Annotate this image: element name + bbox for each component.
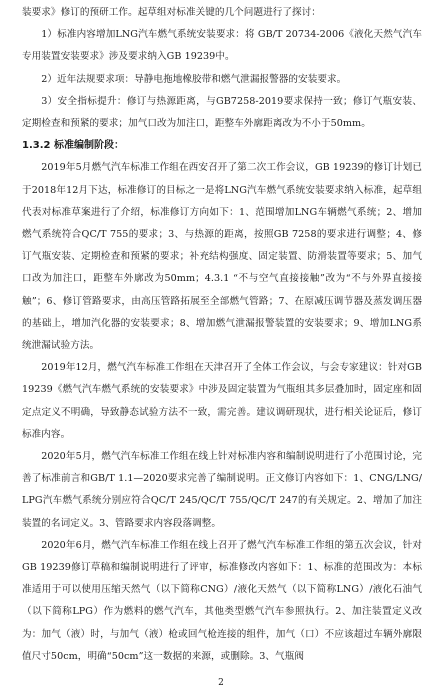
paragraph-item-1: 1）标准内容增加LNG汽车燃气系统安装要求：将 GB/T 20734-2006《液化天然气汽车专用装置安装要求》涉及要求纳入GB 19239中。 [22,29,422,63]
section-number: 1.3.2 [22,140,51,152]
section-heading [22,135,422,157]
paragraph-fifth-meeting: 2020年6月，燃气汽车标准工作组在线上召开了燃气汽车标准工作组的第五次会议，针对GB 19239修订草稿和编制说明进行了评审，标准修改内容如下：1、标准的范围改为：本标准适用于可以使用压缩天然气（以下简称CNG）/液化天然气（以下简称LNG）/液化石油气（以下简称LPG）作为燃料的燃气汽车，其他类型燃气汽车参照执行。2、加注装置定义改为：加气（液）时，与加气（液）枪或回气枪连接的组件，加气（口）不应该超过车辆外廓限值尺寸50cm，明确“50cm”这一数据的来源，或删除。3、气瓶阀 [22,539,422,662]
paragraph-item-3: 3）安全指标提升：修订与热源距离，与GB7258-2019要求保持一致；修订气瓶安装、定期检查和预紧的要求；加气口改为加注口，距整车外廓距离改为不小于50mm。 [22,95,422,130]
page-number: 2 [218,678,224,688]
document-page [22,2,422,668]
paragraph-intro: 装要求》修订的预研工作。起草组对标准关键的几个问题进行了探讨： [22,7,321,18]
paragraph-online-discussion: 2020年5月，燃气汽车标准工作组在线上针对标准内容和编制说明进行了小范围讨论，完善了标准前言和GB/T 1.1—2020要求完善了编制说明。正文修订内容如下：1、CNG/LNG/LPG汽车燃气系统分别应符合QC/T 245/QC/T 755/QC/T 247的有关规定。2、增加了加注装置的名词定义。3、管路要求内容段落调整。 [22,451,422,529]
section-title: 标准编制阶段： [53,140,124,152]
paragraph-tianjin-meeting: 2019年12月，燃气汽车标准工作组在天津召开了全体工作会议，与会专家建议：针对GB 19239《燃气汽车燃气系统的安装要求》中涉及固定装置为气瓶组其多层叠加时，固定座和固定点定义不明确，导致静态试验方法不一致，需完善。建议调研现状，进行相关论证后，修订标准内容。 [22,362,422,440]
paragraph-xian-meeting: 2019年5月燃气汽车标准工作组在西安召开了第二次工作会议，GB 19239的修订计划已于2018年12月下达，标准修订的目标之一是将LNG汽车燃气系统安装要求纳入标准，起草组代表对标准草案进行了介绍，标准修订方向如下：1、范围增加LNG车辆燃气系统；2、增加燃气系统符合QC/T 755的要求；3、与热源的距离，按照GB 7258的要求进行调整；4、修订气瓶安装、定期检查和预紧的要求；补充结构强度、固定装置、防滑装置等要求；5、加气口改为加注口，距整车外廓改为50mm；4.3.1 “不与空气直接接触”改为“不与外界直接接触”；6、修订管路要求，由高压管路拓展至全部燃气管路；7、在原减压调节器及蒸发调压器的基础上，增加汽化器的安装要求；8、增加燃气泄漏报警装置的安装要求；9、增加LNG系统泄漏试验方法。 [22,162,422,352]
paragraph-item-2: 2）近年法规要求项：导静电拖地橡胶带和燃气泄漏报警器的安装要求。 [41,73,347,85]
